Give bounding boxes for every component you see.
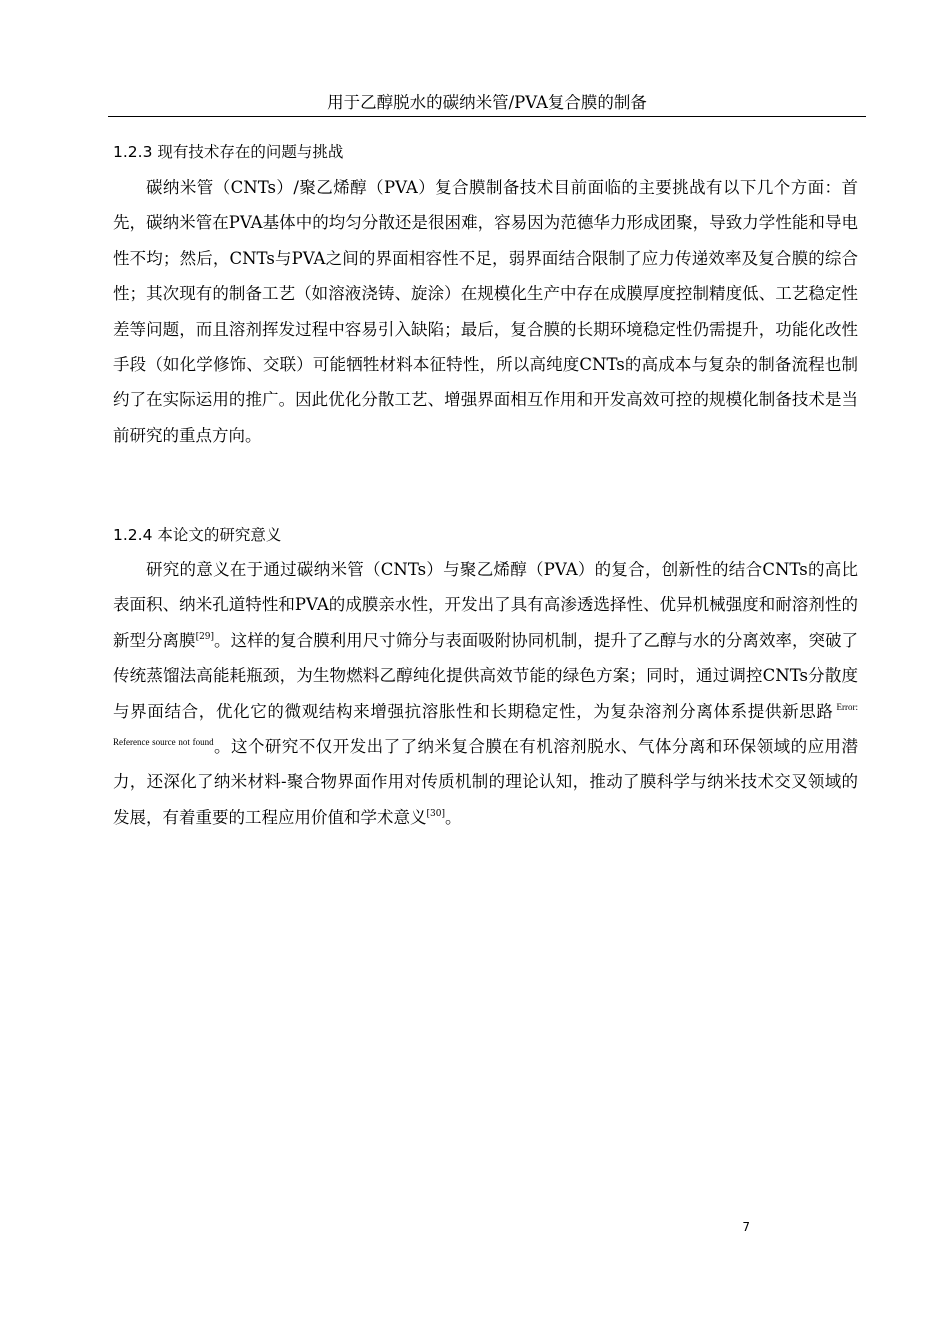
section-heading-1-2-4: 1.2.4 本论文的研究意义 <box>113 526 282 544</box>
page-number: 7 <box>742 1220 750 1234</box>
paragraph-challenges-text: 碳纳米管（CNTs）/聚乙烯醇（PVA）复合膜制备技术目前面临的主要挑战有以下几个方面：首先，碳纳米管在PVA基体中的均匀分散还是很困难，容易因为范德华力形成团聚，导致力学性能和导电性不均；然后，CNTs与PVA之间的界面相容性不足，弱界面结合限制了应力传递效率及复合膜的综合性；其次现有的制备工艺（如溶液浇铸、旋涂）在规模化生产中存在成膜厚度控制精度低、工艺稳定性差等问题，而且溶剂挥发过程中容易引入缺陷；最后，复合膜的长期环境稳定性仍需提升，功能化改性手段（如化学修饰、交联）可能牺牲材料本征特性，所以高纯度CNTs的高成本与复杂的制备流程也制约了在实际运用的推广。因此优化分散工艺、增强界面相互作用和开发高效可控的规模化制备技术是当前研究的重点方向。 <box>113 178 858 445</box>
reference-error-field: Error: Reference source not found <box>113 701 858 748</box>
header-title: 用于乙醇脱水的碳纳米管/PVA复合膜的制备 <box>327 93 647 112</box>
section-heading-1-2-3: 1.2.3 现有技术存在的问题与挑战 <box>113 143 344 161</box>
paragraph-significance <box>113 552 858 835</box>
citation-30[interactable]: [30] <box>426 808 445 819</box>
citation-29[interactable]: [29] <box>195 631 215 642</box>
paragraph-significance-part3: 。这个研究不仅开发出了了纳米复合膜在有机溶剂脱水、气体分离和环保领域的应用潜力，还深化了纳米材料-聚合物界面作用对传质机制的理论认知，推动了膜科学与纳米技术交叉领域的发展，有着重要的工程应用价值和学术意义 <box>113 737 859 827</box>
page-header <box>108 92 866 117</box>
paragraph-challenges <box>113 170 858 453</box>
paragraph-significance-part2: 。这样的复合膜利用尺寸筛分与表面吸附协同机制，提升了乙醇与水的分离效率，突破了传统蒸馏法高能耗瓶颈，为生物燃料乙醇纯化提供高效节能的绿色方案；同时，通过调控CNTs分散度与界面结合，优化它的微观结构来增强抗溶胀性和长期稳定性，为复杂溶剂分离体系提供新思路 <box>113 630 859 721</box>
paragraph-significance-part1: 研究的意义在于通过碳纳米管（CNTs）与聚乙烯醇（PVA）的复合，创新性的结合CNTs的高比表面积、纳米孔道特性和PVA的成膜亲水性，开发出了具有高渗透选择性、优异机械强度和耐溶剂性的新型分离膜 <box>113 560 858 650</box>
paragraph-significance-part4: 。 <box>444 807 462 827</box>
